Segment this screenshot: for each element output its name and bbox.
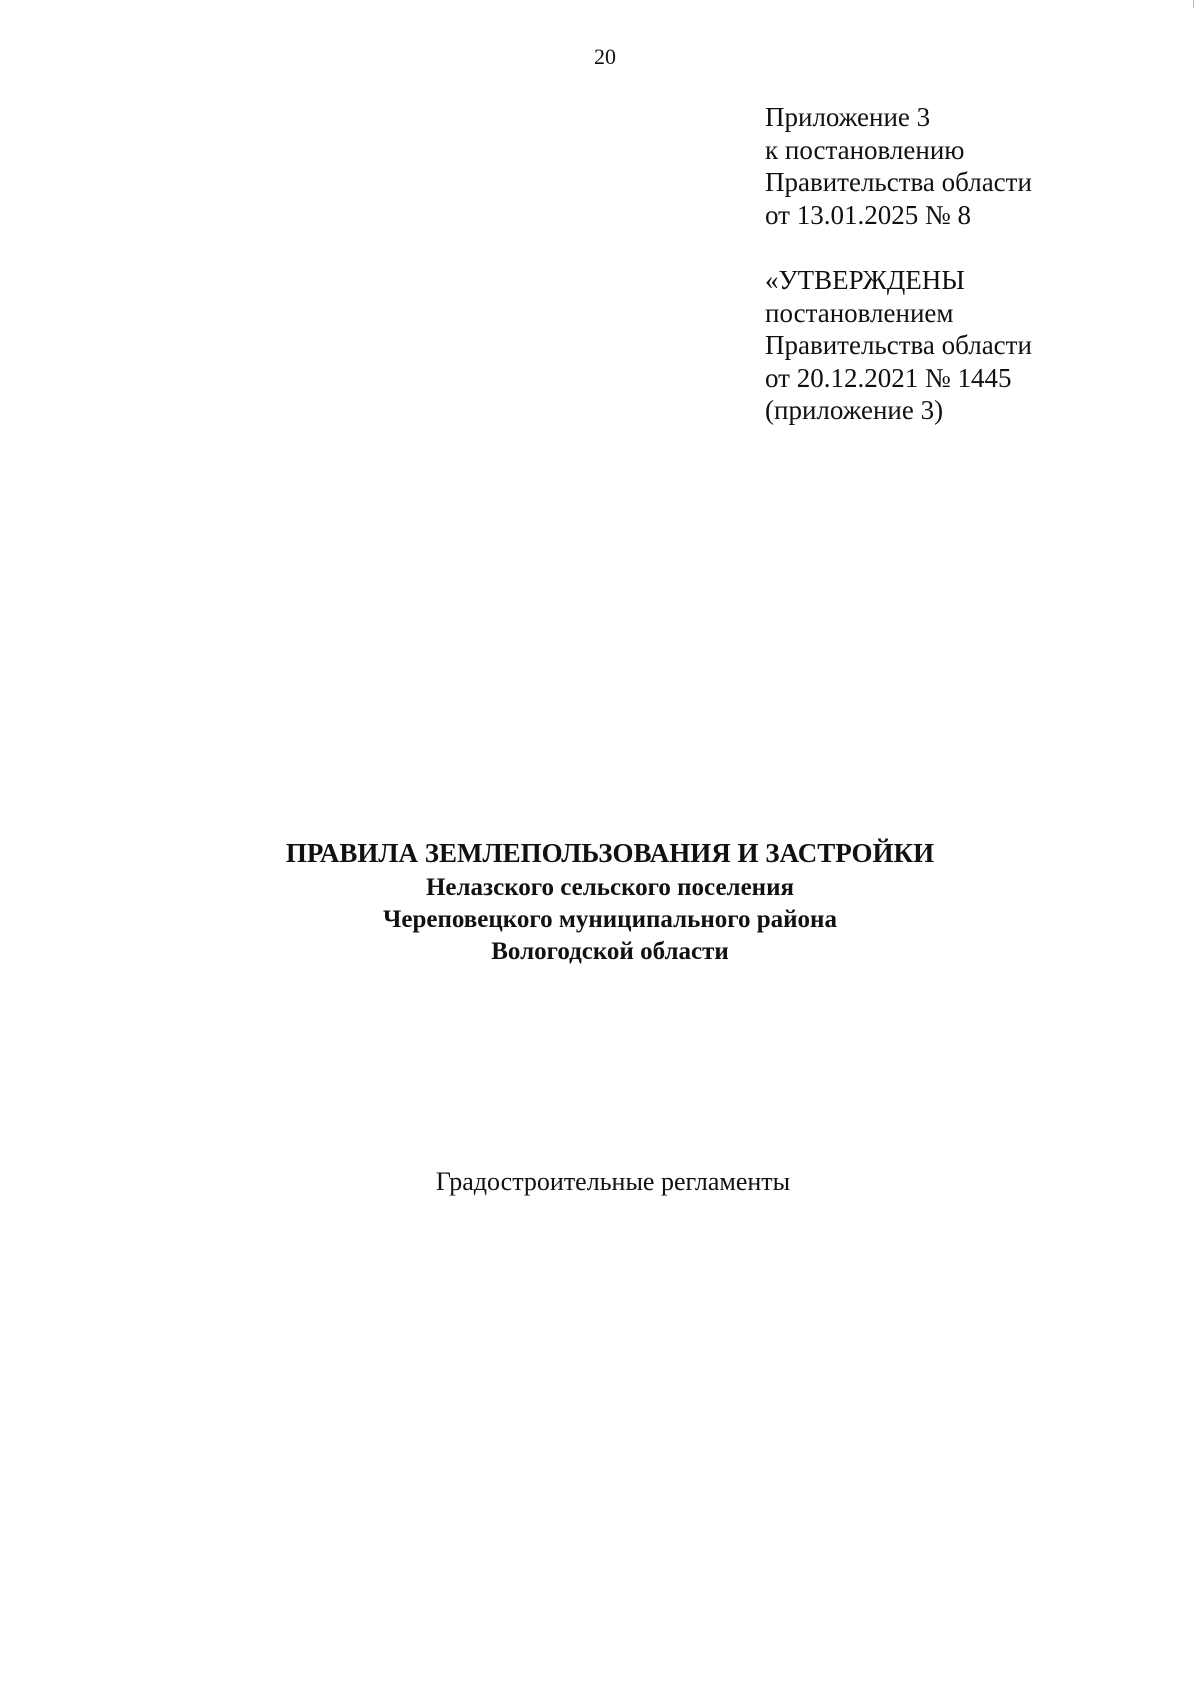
scan-edge-mark — [1193, 0, 1194, 8]
approval-line: (приложение 3) — [765, 395, 944, 425]
appendix-line: Правительства области — [765, 167, 1032, 197]
approval-reference — [765, 264, 1032, 427]
approval-line: от 20.12.2021 № 1445 — [765, 362, 1012, 393]
document-title-subline: Череповецкого муниципального района — [383, 906, 837, 933]
appendix-line: Приложение 3 — [765, 102, 931, 132]
appendix-reference — [765, 101, 1032, 231]
page-number: 20 — [594, 44, 616, 69]
approval-line: постановлением — [765, 297, 954, 328]
document-title-main: ПРАВИЛА ЗЕМЛЕПОЛЬЗОВАНИЯ И ЗАСТРОЙКИ — [285, 838, 935, 868]
document-title — [0, 836, 1200, 968]
document-title-subline: Вологодской области — [491, 938, 729, 965]
appendix-line: к постановлению — [765, 134, 965, 165]
section-title: Градостроительные регламенты — [435, 1167, 791, 1196]
document-title-subline: Нелазского сельского поселения — [425, 874, 795, 901]
appendix-line: от 13.01.2025 № 8 — [765, 199, 971, 230]
approval-line: «УТВЕРЖДЕНЫ — [765, 265, 965, 295]
approval-line: Правительства области — [765, 330, 1032, 360]
